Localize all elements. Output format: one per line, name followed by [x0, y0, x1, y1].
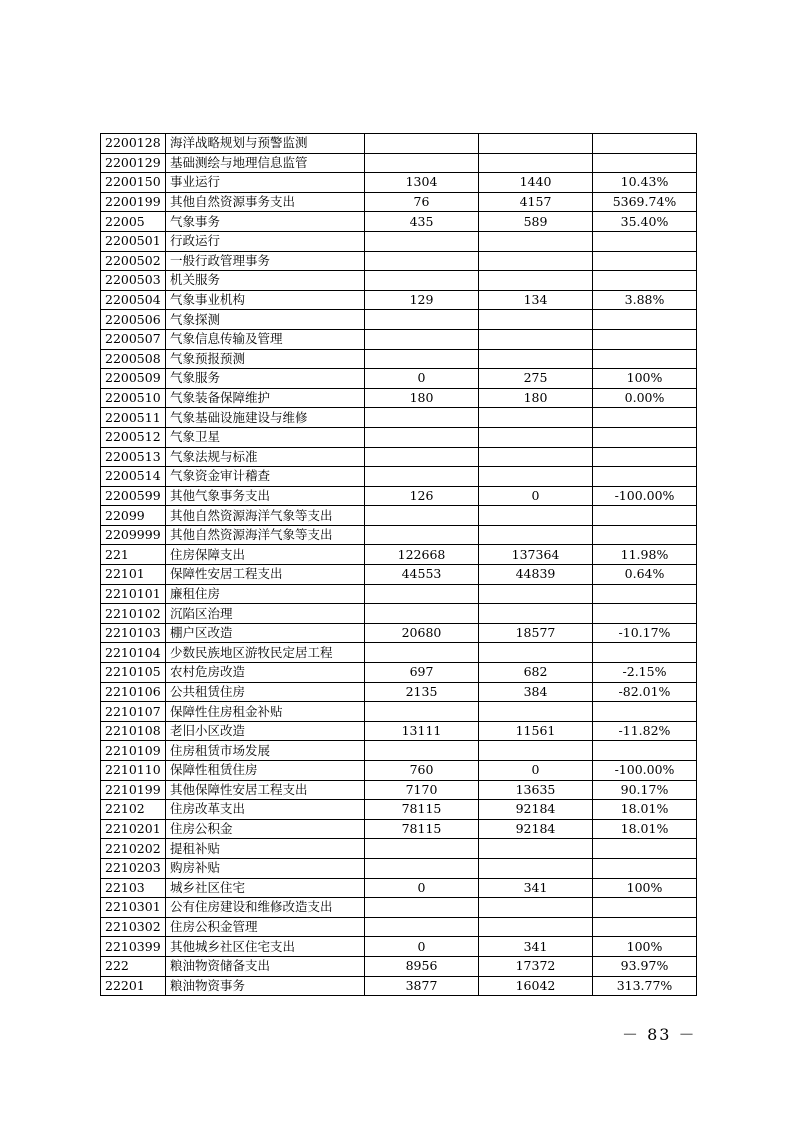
table-row — [101, 134, 697, 154]
row-value-curr — [479, 741, 593, 761]
row-name: 气象事务 — [166, 212, 365, 232]
row-value-prev: 0 — [365, 369, 479, 389]
row-change-pct: 313.77% — [593, 976, 697, 996]
row-name: 住房改革支出 — [166, 800, 365, 820]
row-code: 2200510 — [101, 388, 166, 408]
row-change-pct — [593, 349, 697, 369]
row-name: 农村危房改造 — [166, 663, 365, 683]
row-name: 提租补贴 — [166, 839, 365, 859]
table-row — [101, 212, 697, 232]
row-change-pct: 100% — [593, 937, 697, 957]
row-value-prev — [365, 839, 479, 859]
row-value-prev — [365, 643, 479, 663]
row-value-curr — [479, 231, 593, 251]
row-code: 2200503 — [101, 271, 166, 291]
row-value-curr — [479, 329, 593, 349]
row-value-prev: 44553 — [365, 565, 479, 585]
row-code: 2200501 — [101, 231, 166, 251]
row-change-pct — [593, 604, 697, 624]
row-change-pct — [593, 584, 697, 604]
table-row — [101, 329, 697, 349]
row-change-pct: -10.17% — [593, 623, 697, 643]
row-code: 2200512 — [101, 427, 166, 447]
row-value-prev — [365, 427, 479, 447]
row-code: 22201 — [101, 976, 166, 996]
row-value-prev — [365, 231, 479, 251]
row-code: 2210199 — [101, 780, 166, 800]
row-name: 少数民族地区游牧民定居工程 — [166, 643, 365, 663]
row-name: 气象信息传输及管理 — [166, 329, 365, 349]
row-code: 2210107 — [101, 702, 166, 722]
table-row — [101, 192, 697, 212]
row-change-pct — [593, 467, 697, 487]
row-value-curr — [479, 506, 593, 526]
table-row — [101, 780, 697, 800]
row-value-curr — [479, 467, 593, 487]
row-value-curr — [479, 858, 593, 878]
row-name: 其他自然资源海洋气象等支出 — [166, 525, 365, 545]
row-code: 2210101 — [101, 584, 166, 604]
row-name: 气象服务 — [166, 369, 365, 389]
row-value-prev — [365, 525, 479, 545]
row-value-prev: 78115 — [365, 800, 479, 820]
table-row — [101, 956, 697, 976]
row-name: 气象探测 — [166, 310, 365, 330]
row-name: 一般行政管理事务 — [166, 251, 365, 271]
row-value-curr — [479, 447, 593, 467]
row-value-prev: 129 — [365, 290, 479, 310]
row-code: 2210108 — [101, 721, 166, 741]
table-row — [101, 173, 697, 193]
row-value-prev — [365, 898, 479, 918]
row-value-curr — [479, 153, 593, 173]
row-name: 其他城乡社区住宅支出 — [166, 937, 365, 957]
table-row — [101, 565, 697, 585]
row-value-prev — [365, 349, 479, 369]
table-row — [101, 271, 697, 291]
row-value-prev — [365, 134, 479, 154]
table-row — [101, 741, 697, 761]
table-row — [101, 623, 697, 643]
row-value-curr: 180 — [479, 388, 593, 408]
row-value-prev — [365, 251, 479, 271]
row-value-prev: 8956 — [365, 956, 479, 976]
table-row — [101, 761, 697, 781]
row-code: 2209999 — [101, 525, 166, 545]
row-change-pct — [593, 506, 697, 526]
table-row — [101, 663, 697, 683]
row-code: 22005 — [101, 212, 166, 232]
table-row — [101, 819, 697, 839]
row-value-prev — [365, 604, 479, 624]
row-name: 其他自然资源海洋气象等支出 — [166, 506, 365, 526]
row-change-pct — [593, 134, 697, 154]
row-change-pct: 100% — [593, 369, 697, 389]
table-row — [101, 251, 697, 271]
row-name: 气象法规与标准 — [166, 447, 365, 467]
row-name: 其他保障性安居工程支出 — [166, 780, 365, 800]
row-name: 廉租住房 — [166, 584, 365, 604]
table-row — [101, 408, 697, 428]
row-value-prev — [365, 329, 479, 349]
row-value-prev: 126 — [365, 486, 479, 506]
row-value-prev — [365, 153, 479, 173]
row-value-curr — [479, 134, 593, 154]
budget-table — [100, 133, 697, 996]
row-code: 2210203 — [101, 858, 166, 878]
row-code: 2200507 — [101, 329, 166, 349]
row-value-curr: 17372 — [479, 956, 593, 976]
table-row — [101, 976, 697, 996]
row-name: 海洋战略规划与预警监测 — [166, 134, 365, 154]
row-code: 222 — [101, 956, 166, 976]
row-value-prev — [365, 310, 479, 330]
row-code: 2210202 — [101, 839, 166, 859]
row-change-pct — [593, 525, 697, 545]
row-value-curr: 13635 — [479, 780, 593, 800]
row-change-pct — [593, 251, 697, 271]
row-value-prev — [365, 467, 479, 487]
row-name: 公共租赁住房 — [166, 682, 365, 702]
row-value-curr: 1440 — [479, 173, 593, 193]
table-row — [101, 388, 697, 408]
row-value-prev: 180 — [365, 388, 479, 408]
row-code: 2200150 — [101, 173, 166, 193]
row-code: 2210201 — [101, 819, 166, 839]
row-change-pct: 93.97% — [593, 956, 697, 976]
row-change-pct: 18.01% — [593, 819, 697, 839]
row-name: 气象资金审计稽查 — [166, 467, 365, 487]
row-value-prev: 78115 — [365, 819, 479, 839]
row-name: 其他自然资源事务支出 — [166, 192, 365, 212]
row-value-curr: 44839 — [479, 565, 593, 585]
row-name: 事业运行 — [166, 173, 365, 193]
row-name: 气象事业机构 — [166, 290, 365, 310]
row-value-prev: 760 — [365, 761, 479, 781]
row-change-pct — [593, 310, 697, 330]
table-row — [101, 506, 697, 526]
table-row — [101, 839, 697, 859]
row-name: 沉陷区治理 — [166, 604, 365, 624]
row-value-prev: 435 — [365, 212, 479, 232]
row-code: 2210399 — [101, 937, 166, 957]
row-change-pct — [593, 917, 697, 937]
row-value-prev — [365, 271, 479, 291]
table-row — [101, 486, 697, 506]
row-code: 2200513 — [101, 447, 166, 467]
row-change-pct — [593, 271, 697, 291]
row-code: 2210301 — [101, 898, 166, 918]
row-value-prev: 0 — [365, 937, 479, 957]
row-code: 2200128 — [101, 134, 166, 154]
row-value-prev — [365, 858, 479, 878]
row-value-curr: 137364 — [479, 545, 593, 565]
row-value-curr — [479, 702, 593, 722]
table-row — [101, 702, 697, 722]
row-change-pct — [593, 741, 697, 761]
row-name: 行政运行 — [166, 231, 365, 251]
table-row — [101, 290, 697, 310]
table-row — [101, 917, 697, 937]
table-row — [101, 310, 697, 330]
row-code: 2200502 — [101, 251, 166, 271]
row-value-prev: 1304 — [365, 173, 479, 193]
table-row — [101, 584, 697, 604]
row-code: 2210106 — [101, 682, 166, 702]
row-code: 221 — [101, 545, 166, 565]
row-name: 住房保障支出 — [166, 545, 365, 565]
row-change-pct: 10.43% — [593, 173, 697, 193]
row-code: 2210110 — [101, 761, 166, 781]
row-value-prev — [365, 741, 479, 761]
row-name: 保障性安居工程支出 — [166, 565, 365, 585]
table-row — [101, 349, 697, 369]
row-value-curr — [479, 310, 593, 330]
row-value-curr: 0 — [479, 486, 593, 506]
row-change-pct: 5369.74% — [593, 192, 697, 212]
row-change-pct — [593, 643, 697, 663]
row-code: 2200514 — [101, 467, 166, 487]
table-row — [101, 447, 697, 467]
row-value-prev: 76 — [365, 192, 479, 212]
table-row — [101, 153, 697, 173]
table-row — [101, 467, 697, 487]
table-row — [101, 369, 697, 389]
row-code: 2200199 — [101, 192, 166, 212]
row-name: 粮油物资事务 — [166, 976, 365, 996]
row-value-curr: 11561 — [479, 721, 593, 741]
page-number: － 83 － — [622, 1025, 697, 1044]
row-value-curr: 0 — [479, 761, 593, 781]
row-code: 2200504 — [101, 290, 166, 310]
row-code: 22102 — [101, 800, 166, 820]
row-value-curr — [479, 408, 593, 428]
row-value-curr: 4157 — [479, 192, 593, 212]
table-row — [101, 898, 697, 918]
table-row — [101, 545, 697, 565]
table-row — [101, 231, 697, 251]
row-change-pct — [593, 447, 697, 467]
row-value-curr: 92184 — [479, 819, 593, 839]
row-change-pct: -11.82% — [593, 721, 697, 741]
row-value-curr: 589 — [479, 212, 593, 232]
row-value-curr: 341 — [479, 878, 593, 898]
row-name: 棚户区改造 — [166, 623, 365, 643]
table-row — [101, 604, 697, 624]
row-code: 2200129 — [101, 153, 166, 173]
row-value-curr: 18577 — [479, 623, 593, 643]
table-row — [101, 721, 697, 741]
row-value-curr: 275 — [479, 369, 593, 389]
row-value-prev — [365, 506, 479, 526]
table-row — [101, 800, 697, 820]
row-change-pct — [593, 858, 697, 878]
row-code: 2210104 — [101, 643, 166, 663]
row-name: 气象装备保障维护 — [166, 388, 365, 408]
row-change-pct: 35.40% — [593, 212, 697, 232]
row-change-pct: 11.98% — [593, 545, 697, 565]
row-code: 2210102 — [101, 604, 166, 624]
row-code: 2200509 — [101, 369, 166, 389]
row-value-curr — [479, 898, 593, 918]
row-value-prev — [365, 447, 479, 467]
row-change-pct — [593, 702, 697, 722]
budget-table-body — [101, 134, 697, 996]
table-row — [101, 427, 697, 447]
row-value-curr: 341 — [479, 937, 593, 957]
row-value-curr — [479, 271, 593, 291]
row-value-curr — [479, 917, 593, 937]
row-change-pct: 100% — [593, 878, 697, 898]
row-change-pct — [593, 329, 697, 349]
row-name: 住房公积金 — [166, 819, 365, 839]
row-name: 保障性住房租金补贴 — [166, 702, 365, 722]
row-value-prev: 13111 — [365, 721, 479, 741]
row-value-curr — [479, 349, 593, 369]
row-value-prev — [365, 584, 479, 604]
row-value-curr — [479, 251, 593, 271]
row-change-pct: 3.88% — [593, 290, 697, 310]
row-name: 公有住房建设和维修改造支出 — [166, 898, 365, 918]
row-change-pct: -2.15% — [593, 663, 697, 683]
row-name: 保障性租赁住房 — [166, 761, 365, 781]
row-code: 2200506 — [101, 310, 166, 330]
row-value-curr — [479, 525, 593, 545]
table-row — [101, 937, 697, 957]
row-value-prev: 3877 — [365, 976, 479, 996]
row-value-prev: 7170 — [365, 780, 479, 800]
row-value-curr — [479, 839, 593, 859]
row-change-pct — [593, 839, 697, 859]
row-value-curr — [479, 643, 593, 663]
row-name: 基础测绘与地理信息监管 — [166, 153, 365, 173]
row-value-curr — [479, 427, 593, 447]
row-name: 其他气象事务支出 — [166, 486, 365, 506]
row-change-pct — [593, 898, 697, 918]
row-name: 住房租赁市场发展 — [166, 741, 365, 761]
row-change-pct: 18.01% — [593, 800, 697, 820]
row-value-prev — [365, 917, 479, 937]
row-code: 2210103 — [101, 623, 166, 643]
row-value-prev: 20680 — [365, 623, 479, 643]
row-value-prev — [365, 408, 479, 428]
row-name: 粮油物资储备支出 — [166, 956, 365, 976]
row-value-curr: 384 — [479, 682, 593, 702]
row-name: 机关服务 — [166, 271, 365, 291]
row-change-pct: -82.01% — [593, 682, 697, 702]
row-name: 气象卫星 — [166, 427, 365, 447]
row-change-pct: 0.00% — [593, 388, 697, 408]
row-value-curr: 92184 — [479, 800, 593, 820]
row-name: 住房公积金管理 — [166, 917, 365, 937]
row-value-curr: 16042 — [479, 976, 593, 996]
row-name: 城乡社区住宅 — [166, 878, 365, 898]
row-value-curr: 134 — [479, 290, 593, 310]
row-code: 2200599 — [101, 486, 166, 506]
row-change-pct — [593, 427, 697, 447]
row-change-pct: -100.00% — [593, 486, 697, 506]
row-value-prev — [365, 702, 479, 722]
row-code: 22101 — [101, 565, 166, 585]
row-value-prev: 2135 — [365, 682, 479, 702]
row-change-pct — [593, 408, 697, 428]
row-code: 2200508 — [101, 349, 166, 369]
row-code: 2210302 — [101, 917, 166, 937]
row-change-pct — [593, 231, 697, 251]
row-code: 2200511 — [101, 408, 166, 428]
table-row — [101, 858, 697, 878]
row-name: 气象预报预测 — [166, 349, 365, 369]
row-value-prev: 697 — [365, 663, 479, 683]
table-row — [101, 878, 697, 898]
table-row — [101, 682, 697, 702]
table-row — [101, 525, 697, 545]
row-name: 老旧小区改造 — [166, 721, 365, 741]
row-value-curr — [479, 604, 593, 624]
row-name: 购房补贴 — [166, 858, 365, 878]
row-change-pct: -100.00% — [593, 761, 697, 781]
row-change-pct — [593, 153, 697, 173]
row-code: 22099 — [101, 506, 166, 526]
row-name: 气象基础设施建设与维修 — [166, 408, 365, 428]
row-code: 22103 — [101, 878, 166, 898]
row-change-pct: 0.64% — [593, 565, 697, 585]
row-code: 2210105 — [101, 663, 166, 683]
row-value-curr: 682 — [479, 663, 593, 683]
row-value-curr — [479, 584, 593, 604]
row-change-pct: 90.17% — [593, 780, 697, 800]
row-value-prev: 122668 — [365, 545, 479, 565]
table-row — [101, 643, 697, 663]
row-value-prev: 0 — [365, 878, 479, 898]
row-code: 2210109 — [101, 741, 166, 761]
